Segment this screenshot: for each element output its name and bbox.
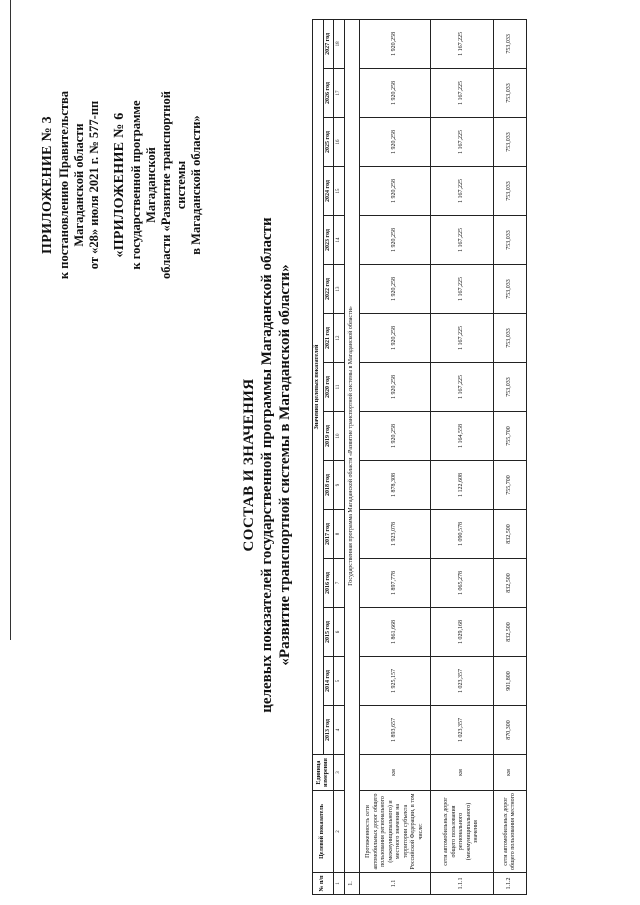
value-cell: 753,033 [494,216,527,265]
value-cell: 1 167,225 [431,69,494,118]
value-cell: 753,033 [494,19,527,68]
value-cell: 1 122,608 [431,461,494,510]
row-unit: км [494,755,527,791]
year-header: 2025 год [323,118,334,167]
value-cell: 1 920,258 [360,167,431,216]
value-cell: 1 920,258 [360,314,431,363]
value-cell: 1 164,558 [431,412,494,461]
column-numbers-row [334,19,345,894]
value-cell: 1 925,157 [360,657,431,706]
value-cell: 832,500 [494,510,527,559]
appendix-header [40,70,204,300]
value-cell: 1 920,258 [360,69,431,118]
column-number: 14 [334,216,345,265]
year-header: 2013 год [323,706,334,755]
column-number: 10 [334,412,345,461]
column-number: 7 [334,559,345,608]
value-cell: 1 920,258 [360,216,431,265]
value-cell: 1 090,578 [431,510,494,559]
year-header: 2017 год [323,510,334,559]
section-text: Государственная программа Магаданской области «Развитие транспортной системы в Магаданской области» [345,19,360,872]
column-number: 5 [334,657,345,706]
value-cell: 1 167,225 [431,19,494,68]
row-num: 1.1.1 [431,873,494,895]
year-header: 2022 год [323,265,334,314]
header-line-5: области «Развитие транспортной системы [159,91,188,279]
year-header: 2018 год [323,461,334,510]
value-cell: 870,300 [494,706,527,755]
value-cell: 1 167,225 [431,216,494,265]
value-cell: 1 167,225 [431,363,494,412]
value-cell: 753,033 [494,69,527,118]
value-cell: 1 897,778 [360,559,431,608]
indicators-table-wrap [312,20,527,895]
table-row [360,19,431,894]
row-num: 1.1.2 [494,873,527,895]
col-header-unit: Единица измерения [313,755,334,791]
value-cell: 1 065,278 [431,559,494,608]
title-main: СОСТАВ И ЗНАЧЕНИЯ [241,378,257,552]
row-indicator: сети автомобильных дорог общего пользования местного [494,791,527,873]
value-cell: 1 920,258 [360,265,431,314]
year-header: 2026 год [323,69,334,118]
appendix-title: ПРИЛОЖЕНИЕ № 3 [40,116,55,254]
value-cell: 1 023,357 [431,706,494,755]
value-cell: 1 920,258 [360,118,431,167]
title-sub-2: «Развитие транспортной системы в Магаданской области» [277,264,293,666]
indicators-table [312,19,527,895]
column-number: 9 [334,461,345,510]
value-cell: 1 920,258 [360,363,431,412]
table-row [431,19,494,894]
value-cell: 753,033 [494,118,527,167]
year-header: 2020 год [323,363,334,412]
year-header: 2023 год [323,216,334,265]
value-cell: 1 920,258 [360,412,431,461]
col-header-num: № п/п [313,873,334,895]
year-header: 2014 год [323,657,334,706]
section-num: 1. [345,873,360,895]
row-unit: км [360,755,431,791]
appendix-6-title: «ПРИЛОЖЕНИЕ № 6 [112,112,127,258]
column-number: 15 [334,167,345,216]
table-row [494,19,527,894]
value-cell: 1 167,225 [431,265,494,314]
value-cell: 753,033 [494,265,527,314]
document-title [240,205,294,725]
header-line-6: в Магаданской области» [189,115,203,255]
value-cell: 755,700 [494,412,527,461]
column-number: 6 [334,608,345,657]
year-header: 2024 год [323,167,334,216]
row-unit: км [431,755,494,791]
value-cell: 1 861,668 [360,608,431,657]
year-header: 2027 год [323,19,334,68]
header-line-3: от «28» июля 2021 г. № 577-пп [87,100,101,270]
table-body [345,19,527,894]
value-cell: 753,033 [494,167,527,216]
value-cell: 1 893,657 [360,706,431,755]
column-number: 2 [334,791,345,873]
value-cell: 753,033 [494,314,527,363]
column-number: 13 [334,265,345,314]
value-cell: 753,033 [494,363,527,412]
value-cell: 832,500 [494,608,527,657]
year-header: 2015 год [323,608,334,657]
column-number: 4 [334,706,345,755]
column-number: 8 [334,510,345,559]
title-sub-1: целевых показателей государственной программы Магаданской области [259,217,275,713]
value-cell: 1 023,357 [431,657,494,706]
value-cell: 755,700 [494,461,527,510]
header-line-2: Магаданской области [72,123,86,247]
value-cell: 1 167,225 [431,314,494,363]
year-header: 2016 год [323,559,334,608]
value-cell: 901,800 [494,657,527,706]
column-number: 17 [334,69,345,118]
value-cell: 832,500 [494,559,527,608]
year-header: 2019 год [323,412,334,461]
row-num: 1.1 [360,873,431,895]
row-indicator: сети автомобильных дорог общего пользования регионального (межмуниципального) значения [431,791,494,873]
header-line-4: к государственной программе Магаданской [129,100,158,270]
column-number: 3 [334,755,345,791]
value-cell: 1 167,225 [431,167,494,216]
column-number: 11 [334,363,345,412]
column-number: 12 [334,314,345,363]
col-header-indicator: Целевой показатель [313,791,334,873]
header-line-1: к постановлению Правительства [57,90,71,280]
column-number: 16 [334,118,345,167]
col-header-values: Значения целевых показателей [313,19,324,754]
value-cell: 1 923,078 [360,510,431,559]
column-number: 1 [334,873,345,895]
section-row [345,19,360,894]
value-cell: 1 029,168 [431,608,494,657]
value-cell: 1 920,258 [360,19,431,68]
column-number: 18 [334,19,345,68]
row-indicator: Протяженность сети автомобильных дорог общего пользования регионального (межмуниципального) и местного значения на территории субъекта Российской Федерации, в том числе: [360,791,431,873]
value-cell: 1 878,308 [360,461,431,510]
value-cell: 1 167,225 [431,118,494,167]
year-header: 2021 год [323,314,334,363]
